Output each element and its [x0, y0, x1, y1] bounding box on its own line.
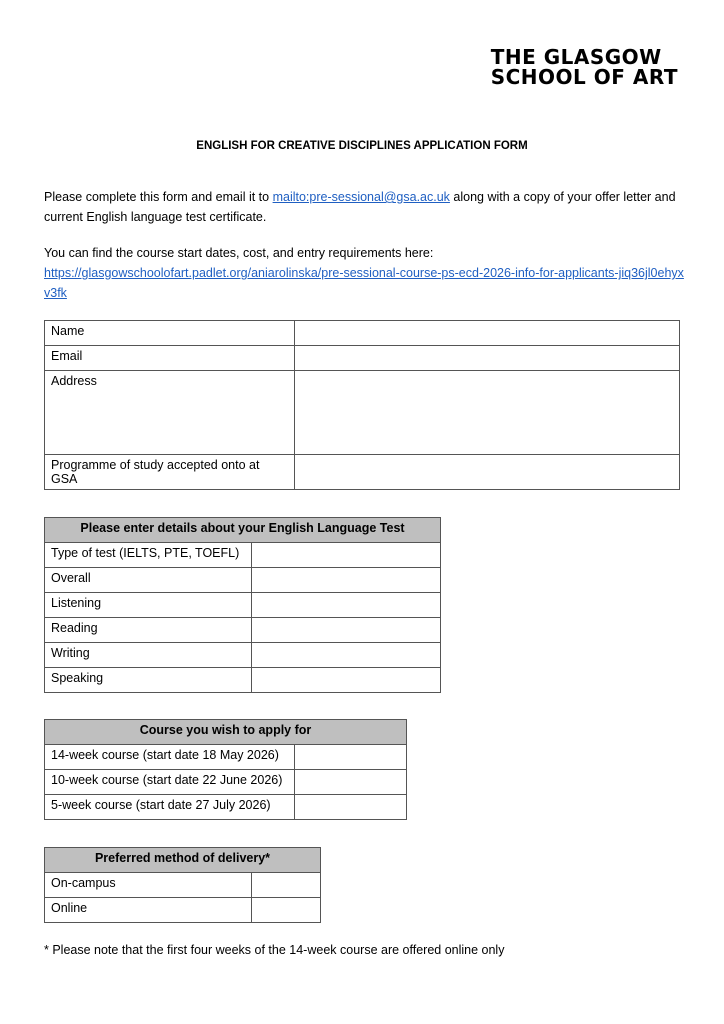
on-campus-label: On-campus [45, 873, 252, 898]
programme-label: Programme of study accepted onto at GSA [45, 455, 295, 490]
table-row [45, 455, 680, 490]
table-row [45, 898, 321, 923]
course-5-week-label: 5-week course (start date 27 July 2026) [45, 795, 295, 820]
programme-field[interactable] [295, 455, 680, 490]
reading-field[interactable] [252, 618, 441, 643]
course-14-week-field[interactable] [295, 745, 407, 770]
english-test-table [44, 517, 441, 693]
logo-line-1: THE GLASGOW [490, 45, 662, 69]
course-info-text: You can find the course start dates, cost, and entry requirements here: [44, 246, 434, 260]
name-field[interactable] [295, 321, 680, 346]
form-title: ENGLISH FOR CREATIVE DISCIPLINES APPLICATION FORM [196, 140, 528, 152]
intro-text-end: along with a copy of your offer letter and current English language test certificate. [44, 190, 676, 224]
course-info-paragraph [44, 243, 684, 303]
logo-line-2: SCHOOL OF ART [490, 65, 678, 89]
name-label: Name [45, 321, 295, 346]
overall-label: Overall [45, 568, 252, 593]
overall-field[interactable] [252, 568, 441, 593]
table-row [45, 346, 680, 371]
course-choice-header: Course you wish to apply for [45, 720, 407, 745]
address-field[interactable] [295, 371, 680, 455]
test-type-field[interactable] [252, 543, 441, 568]
course-choice-table [44, 719, 407, 820]
email-link[interactable]: mailto:pre-sessional@gsa.ac.uk [272, 190, 450, 204]
table-row [45, 593, 441, 618]
english-test-header: Please enter details about your English Language Test [45, 518, 441, 543]
table-row [45, 873, 321, 898]
listening-label: Listening [45, 593, 252, 618]
on-campus-field[interactable] [252, 873, 321, 898]
table-row [45, 618, 441, 643]
table-row [45, 668, 441, 693]
personal-details-table [44, 320, 680, 490]
footnote: * Please note that the first four weeks of the 14-week course are offered online only [44, 943, 505, 957]
table-row [45, 770, 407, 795]
delivery-method-header: Preferred method of delivery* [45, 848, 321, 873]
gsa-logo [491, 47, 678, 87]
test-type-label: Type of test (IELTS, PTE, TOEFL) [45, 543, 252, 568]
table-row [45, 745, 407, 770]
speaking-label: Speaking [45, 668, 252, 693]
course-5-week-field[interactable] [295, 795, 407, 820]
online-label: Online [45, 898, 252, 923]
reading-label: Reading [45, 618, 252, 643]
table-row [45, 568, 441, 593]
address-label: Address [45, 371, 295, 455]
writing-field[interactable] [252, 643, 441, 668]
table-row [45, 371, 680, 455]
table-row [45, 321, 680, 346]
intro-text-start: Please complete this form and email it to [44, 190, 273, 204]
email-label: Email [45, 346, 295, 371]
padlet-link[interactable]: https://glasgowschoolofart.padlet.org/aniarolinska/pre-sessional-course-ps-ecd-2026-info-for-applicants-jiq36jl0ehyxv3fk [44, 266, 684, 300]
table-row [45, 795, 407, 820]
delivery-method-table [44, 847, 321, 923]
course-10-week-field[interactable] [295, 770, 407, 795]
intro-paragraph [44, 187, 684, 227]
course-14-week-label: 14-week course (start date 18 May 2026) [45, 745, 295, 770]
course-10-week-label: 10-week course (start date 22 June 2026) [45, 770, 295, 795]
speaking-field[interactable] [252, 668, 441, 693]
online-field[interactable] [252, 898, 321, 923]
email-field[interactable] [295, 346, 680, 371]
writing-label: Writing [45, 643, 252, 668]
listening-field[interactable] [252, 593, 441, 618]
table-row [45, 543, 441, 568]
table-row [45, 643, 441, 668]
